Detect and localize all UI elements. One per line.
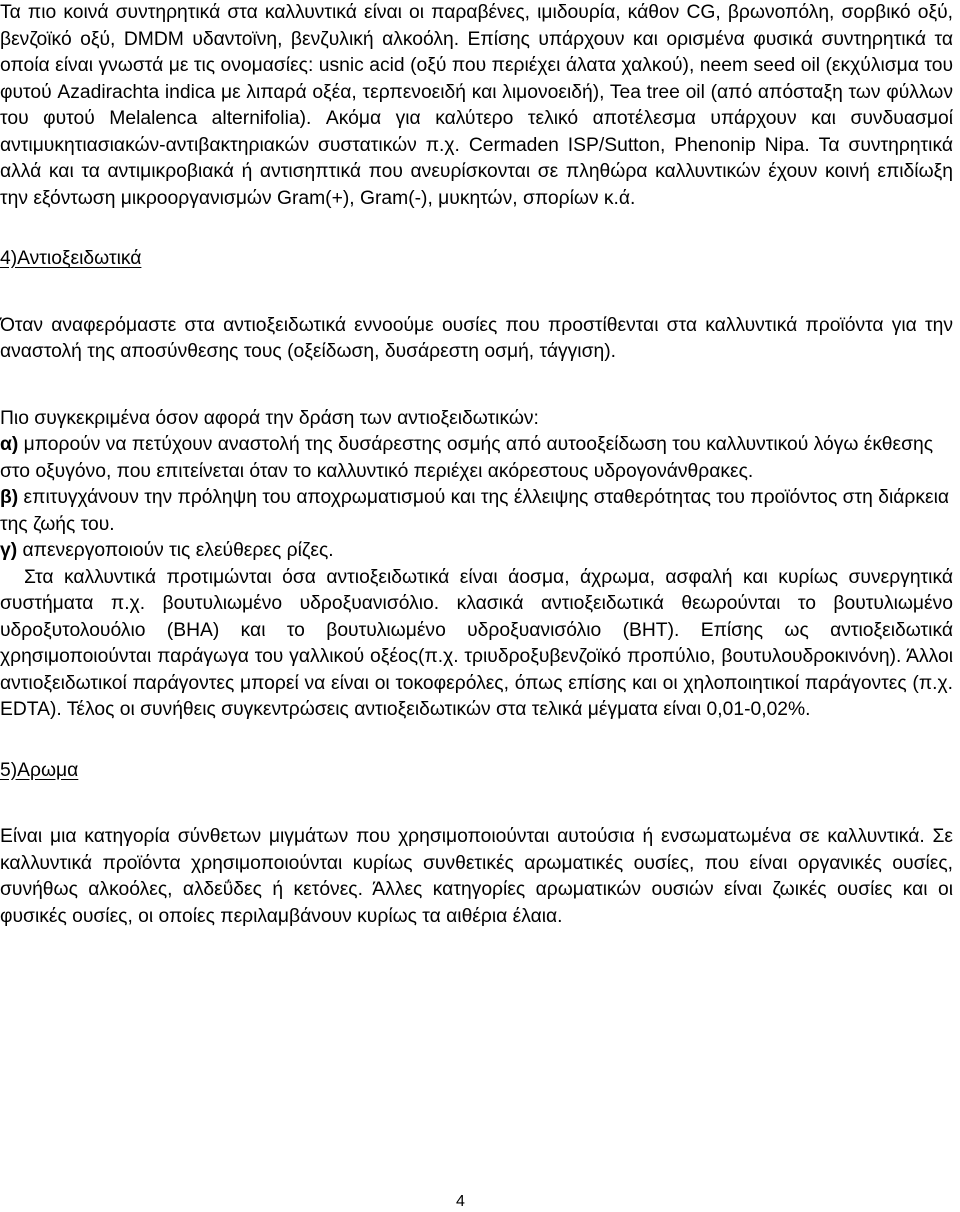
aromas-paragraph: Είναι μια κατηγορία σύνθετων μιγμάτων που χρησιμοποιούνται αυτούσια ή ενσωματωμένα σε καλλυντικά. Σε καλλυντικά προϊόντα χρησιμοποιούνται κυρίως συνθετικές αρωματικές ουσίες, που είναι οργανικές ουσίες, συνήθως αλκοόλες, αλδεΰδες ή κετόνες. Άλλες κατηγορίες αρωματικών ουσιών είναι ζωικές ουσίες και οι φυσικές ουσίες, οι οποίες περιλαμβάνουν κυρίως τα αιθέρια έλαια. — [0, 826, 953, 927]
antioxidants-preferred-paragraph: Στα καλλυντικά προτιμώνται όσα αντιοξειδωτικά είναι άοσμα, άχρωμα, ασφαλή και κυρίως συνεργητικά συστήματα π.χ. βουτυλιωμένο υδροξυανισόλιο. κλασικά αντιοξειδωτικά θεωρούνται το βουτυλιωμένο υδροξυτολουόλιο (BHA) και το βουτυλιωμένο υδροξυανισόλιο (BHT). Επίσης ως αντιοξειδωτικά χρησιμοποιούνται παράγωγα του γαλλικού οξέος(π.χ. τριυδροξυβενζοϊκό προπύλιο, βουτυλουδροκινόνη). Άλλοι αντιοξειδωτικοί παράγοντες μπορεί να είναι οι τοκοφερόλες, όπως επίσης και οι χηλοποιητικοί παράγοντες (π.χ. EDTA). Τέλος οι συνήθεις συγκεντρώσεις αντιοξειδωτικών στα τελικά μέγματα είναι 0,01-0,02%. — [0, 566, 953, 720]
antioxidants-action-c — [0, 538, 953, 565]
action-b-text: επιτυγχάνουν την πρόληψη του αποχρωματισμού και της έλλειψης σταθερότητας του προϊόντος στη διάρκεια της ζωής του. — [0, 487, 950, 535]
antioxidants-heading: 4)Αντιοξειδωτικά — [0, 248, 142, 269]
action-c-marker: γ) — [0, 540, 18, 561]
action-c-text: απενεργοποιούν τις ελεύθερες ρίζες. — [17, 540, 334, 561]
action-a-text: μπορούν να πετύχουν αναστολή της δυσάρεστης οσμής από αυτοοξείδωση του καλλυντικού λόγω έκθεσης στο οξυγόνο, που επιτείνεται όταν το καλλυντικό περιέχει ακόρεστους υδρογονάνθρακες. — [0, 434, 934, 482]
action-b-marker: β) — [0, 487, 19, 508]
action-a-marker: α) — [0, 434, 19, 455]
page-number: 4 — [456, 1193, 465, 1210]
antioxidants-action-intro: Πιο συγκεκριμένα όσον αφορά την δράση των αντιοξειδωτικών: — [0, 407, 539, 429]
antioxidants-action-b — [0, 485, 953, 538]
antioxidants-action-a — [0, 432, 953, 485]
aromas-heading: 5)Αρωμα — [0, 759, 79, 781]
antioxidants-intro-paragraph: Όταν αναφερόμαστε στα αντιοξειδωτικά εννοούμε ουσίες που προστίθενται στα καλλυντικά προϊόντα για την αναστολή της αποσύνθεσης τους (οξείδωση, δυσάρεστη οσμή, τάγγιση). — [0, 314, 953, 362]
preservatives-paragraph: Τα πιο κοινά συντηρητικά στα καλλυντικά είναι οι παραβένες, ιμιδουρία, κάθον CG, βρωνοπόλη, σορβικό οξύ, βενζοϊκό οξύ, DMDM υδαντοϊνη, βενζυλική αλκοόλη. Επίσης υπάρχουν και ορισμένα φυσικά συντηρητικά τα οποία είναι γνωστά με τις ονομασίες: usnic acid (οξύ που περιέχει άλατα χαλκού), neem seed oil (εκχύλισμα του φυτού Azadirachta indica με λιπαρά οξέα, τερπενοειδή και λιμονοειδή), Tea tree oil (από απόσταξη των φύλλων του φυτού Melalenca alternifolia). Ακόμα για καλύτερο τελικό αποτέλεσμα υπάρχουν και συνδυασμοί αντιμυκητιασιακών-αντιβακτηριακών συστατικών π.χ. Cermaden ISP/Sutton, Phenonip Nipa. Τα συντηρητικά αλλά και τα αντιμικροβιακά ή αντισηπτικά που ανευρίσκονται σε πληθώρα καλλυντικών έχουν κοινή επιδίωξη την εξόντωση μικροοργανισμών Gram(+), Gram(-), μυκητών, σπορίων κ.ά. — [0, 2, 953, 209]
